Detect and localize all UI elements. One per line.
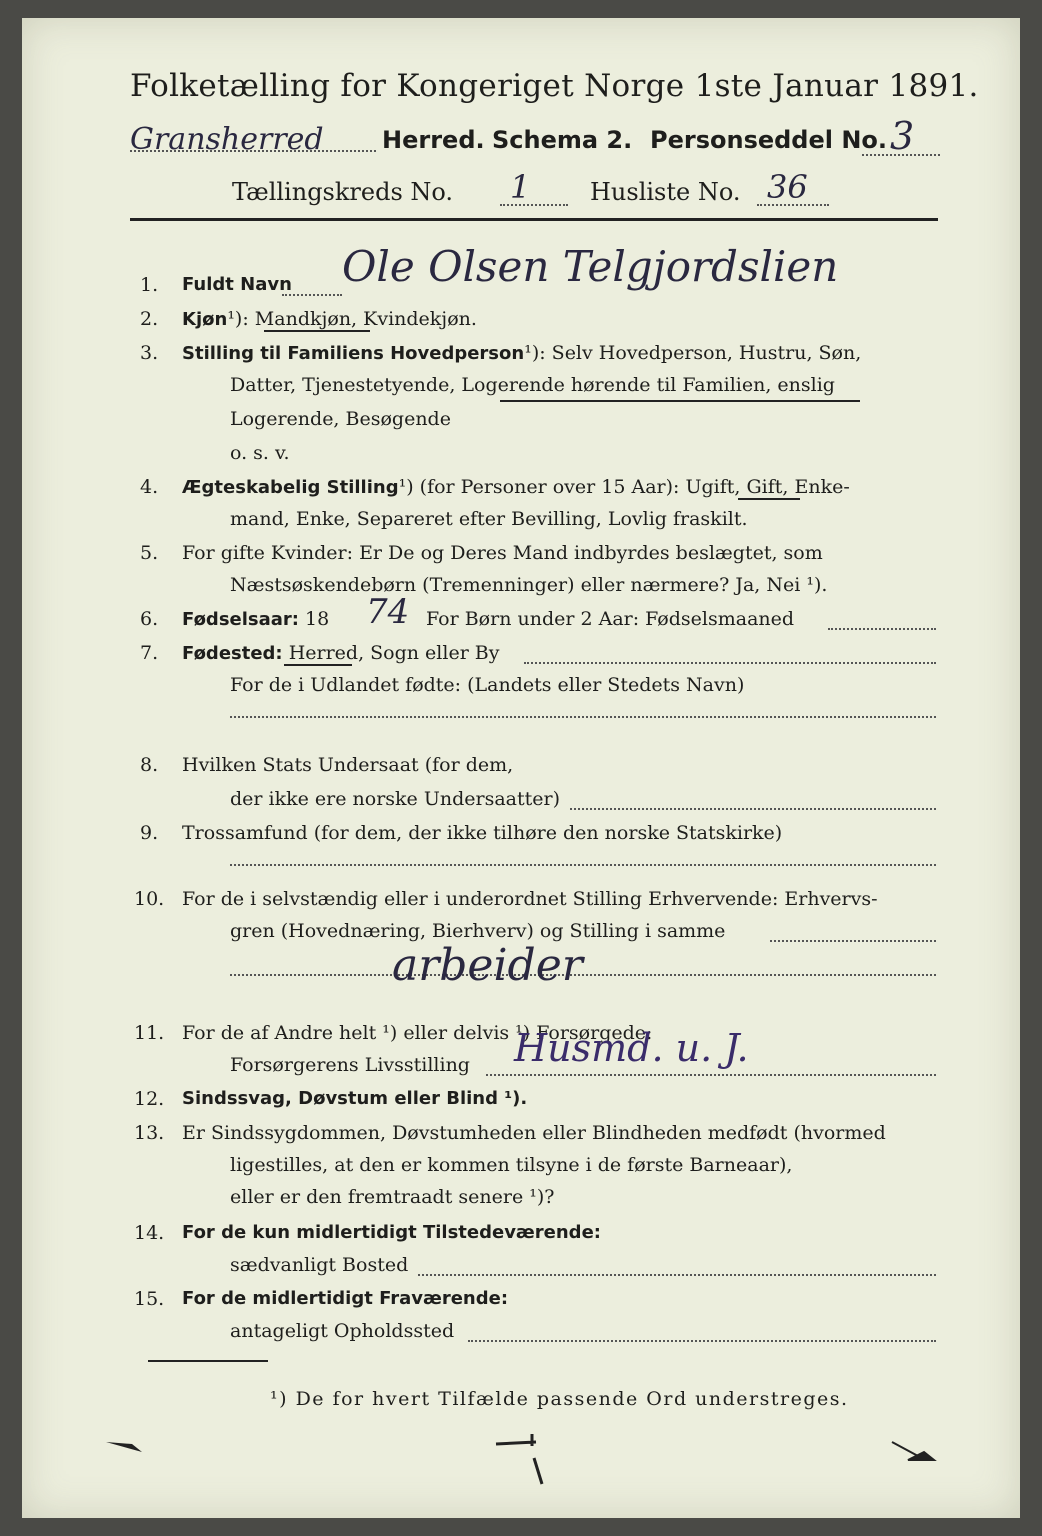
item-14-line1: For de kun midlertidigt Tilstedeværende: (182, 1222, 601, 1243)
item-3-line4: o. s. v. (230, 442, 290, 464)
item-1-number: 1. (140, 274, 159, 296)
provider-answer: Husmd. u. J. (514, 1026, 749, 1070)
husliste-number: 36 (767, 168, 808, 206)
item-7-dotted-line-2 (230, 716, 936, 718)
corner-mark-right (888, 1438, 948, 1468)
item-11-number: 11. (134, 1022, 165, 1044)
item-4-label: Ægteskabelig Stilling (182, 477, 399, 498)
taellingskreds-dotted-line (500, 204, 568, 206)
item-5-line2: Næstsøskendebørn (Tremenninger) eller nærmere? Ja, Nei ¹). (230, 574, 828, 596)
item-4-line2: mand, Enke, Separeret efter Bevilling, Lovlig fraskilt. (230, 508, 748, 530)
item-10-number: 10. (134, 888, 165, 910)
item-15-number: 15. (134, 1288, 165, 1310)
personseddel-dotted-line (862, 154, 940, 156)
personseddel-number: 3 (890, 114, 915, 158)
item-12-number: 12. (134, 1088, 165, 1110)
item-2-sup: ¹): (227, 308, 249, 330)
item-4-number: 4. (140, 476, 159, 498)
taellingskreds-number: 1 (510, 168, 531, 206)
item-11-line2: Forsørgerens Livsstilling (230, 1054, 470, 1076)
item-12-line1: Sindssvag, Døvstum eller Blind ¹). (182, 1088, 528, 1109)
item-10-line1: For de i selvstændig eller i underordnet Stilling Erhvervende: Erhvervs- (182, 888, 878, 910)
item-13-line3: eller er den fremtraadt senere ¹)? (230, 1186, 555, 1208)
census-form-sheet (22, 18, 1020, 1518)
item-3-line3: Logerende, Besøgende (230, 408, 451, 430)
item-9-number: 9. (140, 822, 159, 844)
item-15-dotted-line (468, 1340, 936, 1342)
item-2-label: Kjøn (182, 309, 228, 330)
item-15-line1: For de midlertidigt Fraværende: (182, 1288, 509, 1309)
herred-handwritten: Gransherred (130, 122, 324, 157)
mandkjon-underline (264, 330, 370, 332)
item-6-dotted-line (828, 628, 936, 630)
item-7-label: Fødested: (182, 643, 283, 664)
item-8-dotted-line (570, 808, 936, 810)
birth-year-answer: 74 (366, 592, 410, 632)
item-7-number: 7. (140, 642, 159, 664)
form-title: Folketælling for Kongeriget Norge 1ste Januar 1891. (130, 68, 979, 104)
item-11-line1: For de af Andre helt ¹) eller delvis ¹) Forsørgede: (182, 1022, 653, 1044)
herred-underline (284, 664, 352, 666)
logerende-underline (500, 400, 860, 402)
item-6-label-wrap (182, 608, 329, 630)
footnote: ¹) De for hvert Tilfælde passende Ord understreges. (270, 1388, 849, 1410)
item-13-line1: Er Sindssygdommen, Døvstumheden eller Blindheden medfødt (hvormed (182, 1122, 886, 1144)
item-14-dotted-line (418, 1274, 936, 1276)
full-name-answer: Ole Olsen Telgjordslien (342, 242, 839, 291)
item-2-options: Mandkjøn, Kvindekjøn. (254, 308, 477, 330)
item-8-line2: der ikke ere norske Undersaatter) (230, 788, 560, 810)
item-2-number: 2. (140, 308, 159, 330)
taellingskreds-label: Tællingskreds No. (232, 178, 454, 206)
item-3-line1-rest: ¹): Selv Hovedperson, Hustru, Søn, (524, 342, 862, 364)
item-8-number: 8. (140, 754, 159, 776)
item-6-rest: For Børn under 2 Aar: Fødselsmaaned (426, 608, 795, 630)
item-6-number: 6. (140, 608, 159, 630)
item-3-line2: Datter, Tjenestetyende, Logerende hørende til Familien, enslig (230, 374, 835, 396)
item-13-line2: ligestilles, at den er kommen tilsyne i de første Barneaar), (230, 1154, 793, 1176)
personseddel-label: Personseddel No. (650, 126, 888, 154)
item-9-dotted-line (230, 864, 936, 866)
item-14-number: 14. (134, 1222, 165, 1244)
item-3-number: 3. (140, 342, 159, 364)
item-4-line1-rest: ¹) (for Personer over 15 Aar): Ugift, Gift, Enke- (398, 476, 850, 498)
schema-label: Schema 2. (492, 126, 633, 154)
occupation-answer: arbeider (392, 940, 583, 991)
herred-label: Herred. (382, 126, 485, 154)
herred-dotted-line (130, 150, 376, 152)
husliste-dotted-line (757, 204, 829, 206)
ugift-underline (738, 498, 800, 500)
item-7-dotted-line (524, 662, 936, 664)
item-9-line1: Trossamfund (for dem, der ikke tilhøre den norske Statskirke) (182, 822, 783, 844)
corner-mark-left (102, 1438, 162, 1458)
item-7-rest: Herred, Sogn eller By (288, 642, 500, 664)
item-11-dotted-line (486, 1074, 936, 1076)
item-2-text (182, 308, 477, 330)
item-13-number: 13. (134, 1122, 165, 1144)
birth-year-prefix: 18 (305, 608, 330, 630)
item-4-line1 (182, 476, 850, 498)
item-1-label: Fuldt Navn (182, 274, 292, 295)
item-6-label: Fødselsaar: (182, 609, 299, 630)
item-10-dotted-line-2 (230, 974, 936, 976)
item-5-number: 5. (140, 542, 159, 564)
item-3-label: Stilling til Familiens Hovedperson (182, 343, 525, 364)
corner-mark-center (492, 1428, 552, 1488)
item-7-line1 (182, 642, 500, 664)
item-8-line1: Hvilken Stats Undersaat (for dem, (182, 754, 514, 776)
item-3-line1 (182, 342, 861, 364)
footnote-rule (148, 1360, 268, 1362)
item-14-line2: sædvanligt Bosted (230, 1254, 409, 1276)
item-5-line1: For gifte Kvinder: Er De og Deres Mand indbyrdes beslægtet, som (182, 542, 823, 564)
header-rule (130, 218, 938, 221)
husliste-label: Husliste No. (590, 178, 741, 206)
item-1-dotted-line (282, 294, 342, 296)
item-15-line2: antageligt Opholdssted (230, 1320, 455, 1342)
item-10-line2: gren (Hovednæring, Bierhverv) og Stilling i samme (230, 920, 726, 942)
item-7-line2: For de i Udlandet fødte: (Landets eller Stedets Navn) (230, 674, 745, 696)
item-10-dotted-line (770, 940, 936, 942)
